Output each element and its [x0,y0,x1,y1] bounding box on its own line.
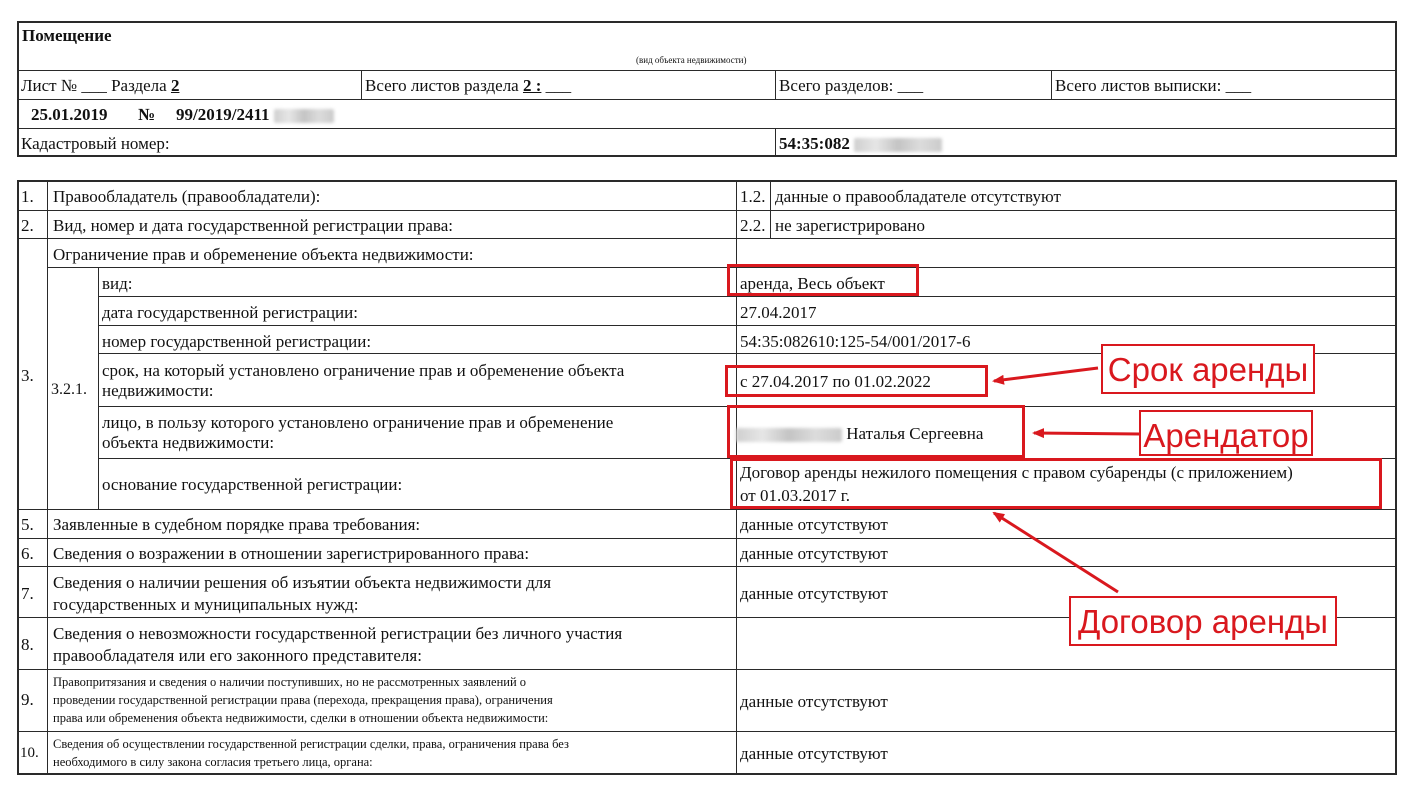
row-label: Сведения о возражении в отношении зарегистрированного права: [53,544,530,563]
section-value: 2 [170,76,180,95]
sheet-label: Лист № [21,76,78,95]
row-number: 7. [21,584,34,603]
row-number: 3. [21,366,34,385]
row-value: данные отсутствуют [740,515,888,534]
reg-date-value: 27.04.2017 [740,303,817,322]
object-title: Помещение [22,26,112,45]
total-sheets-label: Всего листов раздела [365,76,519,95]
row-value: данные отсутствуют [740,544,888,563]
row-label-line3: права или обременения объекта недвижимости, сделки в отношении объекта недвижимости: [53,711,549,725]
row-label-line1: Сведения о наличии решения об изъятии объекта недвижимости для [53,573,552,592]
row-number: 10. [20,745,39,761]
total-extract-label: Всего листов выписки: [1055,76,1222,95]
arrow-contract [994,513,1118,592]
row-label-line1: Сведения об осуществлении государственной регистрации сделки, права, ограничения права без [53,737,569,751]
beneficiary-name: Наталья Сергеевна [846,424,984,443]
row-number: 2. [21,216,34,235]
total-sections-label: Всего разделов: [779,76,894,95]
beneficiary-label-line1: лицо, в пользу которого установлено ограничение прав и обременение [102,413,614,432]
row-label-line2: необходимого в силу закона согласия третьего лица, органа: [53,755,373,769]
sheet-value: ___ [81,76,107,95]
row-value: данные о правообладателе отсутствуют [775,187,1061,206]
beneficiary-label-line2: объекта недвижимости: [102,433,275,452]
term-label-line1: срок, на который установлено ограничение прав и обременение объекта [102,361,625,380]
row-label-line1: Сведения о невозможности государственной регистрации без личного участия [53,624,623,643]
cadastral-number-value: 54:35:082 [779,134,850,153]
row-label: Правообладатель (правообладатели): [53,187,321,206]
row-subnumber: 1.2. [740,187,766,206]
total-sections-value: ___ [897,76,924,95]
row-subnumber: 3.2.1. [51,381,87,398]
callout-contract: Договор аренды [1069,596,1337,646]
callout-term: Срок аренды [1101,344,1315,394]
term-value: с 27.04.2017 по 01.02.2022 [740,372,931,391]
kind-label: вид: [102,274,133,293]
row-label-line2: проведении государственной регистрации права (перехода, прекращения права), ограничения [53,693,553,707]
row-label: Ограничение прав и обременение объекта недвижимости: [53,245,474,264]
section-label: Раздела [111,76,167,95]
object-subtitle: (вид объекта недвижимости) [636,55,747,65]
total-extract-value: ___ [1225,76,1252,95]
row-value: данные отсутствуют [740,744,888,763]
basis-value-line2: от 01.03.2017 г. [740,486,851,505]
row-label: Заявленные в судебном порядке права требования: [53,515,421,534]
row-subnumber: 2.2. [740,216,766,235]
extract-date: 25.01.2019 [31,105,108,124]
row-value: данные отсутствуют [740,692,888,711]
number-sign: № [138,105,156,124]
callout-tenant: Арендатор [1139,410,1313,456]
reg-date-label: дата государственной регистрации: [102,303,358,322]
reg-number-label: номер государственной регистрации: [102,332,372,351]
row-label-line2: правообладателя или его законного представителя: [53,646,422,665]
basis-label: основание государственной регистрации: [102,475,403,494]
row-number: 8. [21,635,34,654]
row-number: 5. [21,515,34,534]
arrow-tenant [1034,433,1140,434]
reg-number-value: 54:35:082610:125-54/001/2017-6 [740,332,971,351]
total-sheets-value: 2 : [522,76,542,95]
arrow-term [994,368,1098,381]
extract-number-value: 99/2019/2411 [176,105,270,124]
row-number: 1. [21,187,34,206]
row-label: Вид, номер и дата государственной регистрации права: [53,216,453,235]
row-label-line1: Правопритязания и сведения о наличии поступивших, но не рассмотренных заявлений о [53,675,527,689]
cadastral-label: Кадастровый номер: [21,134,170,153]
row-value: не зарегистрировано [775,216,925,235]
row-number: 9. [21,690,34,709]
total-sheets-blank: ___ [545,76,572,95]
row-value: данные отсутствуют [740,584,888,603]
basis-value-line1: Договор аренды нежилого помещения с правом субаренды (с приложением) [740,463,1293,482]
row-label-line2: государственных и муниципальных нужд: [53,595,359,614]
term-label-line2: недвижимости: [102,381,214,400]
row-number: 6. [21,544,34,563]
kind-value: аренда, Весь объект [740,274,885,293]
